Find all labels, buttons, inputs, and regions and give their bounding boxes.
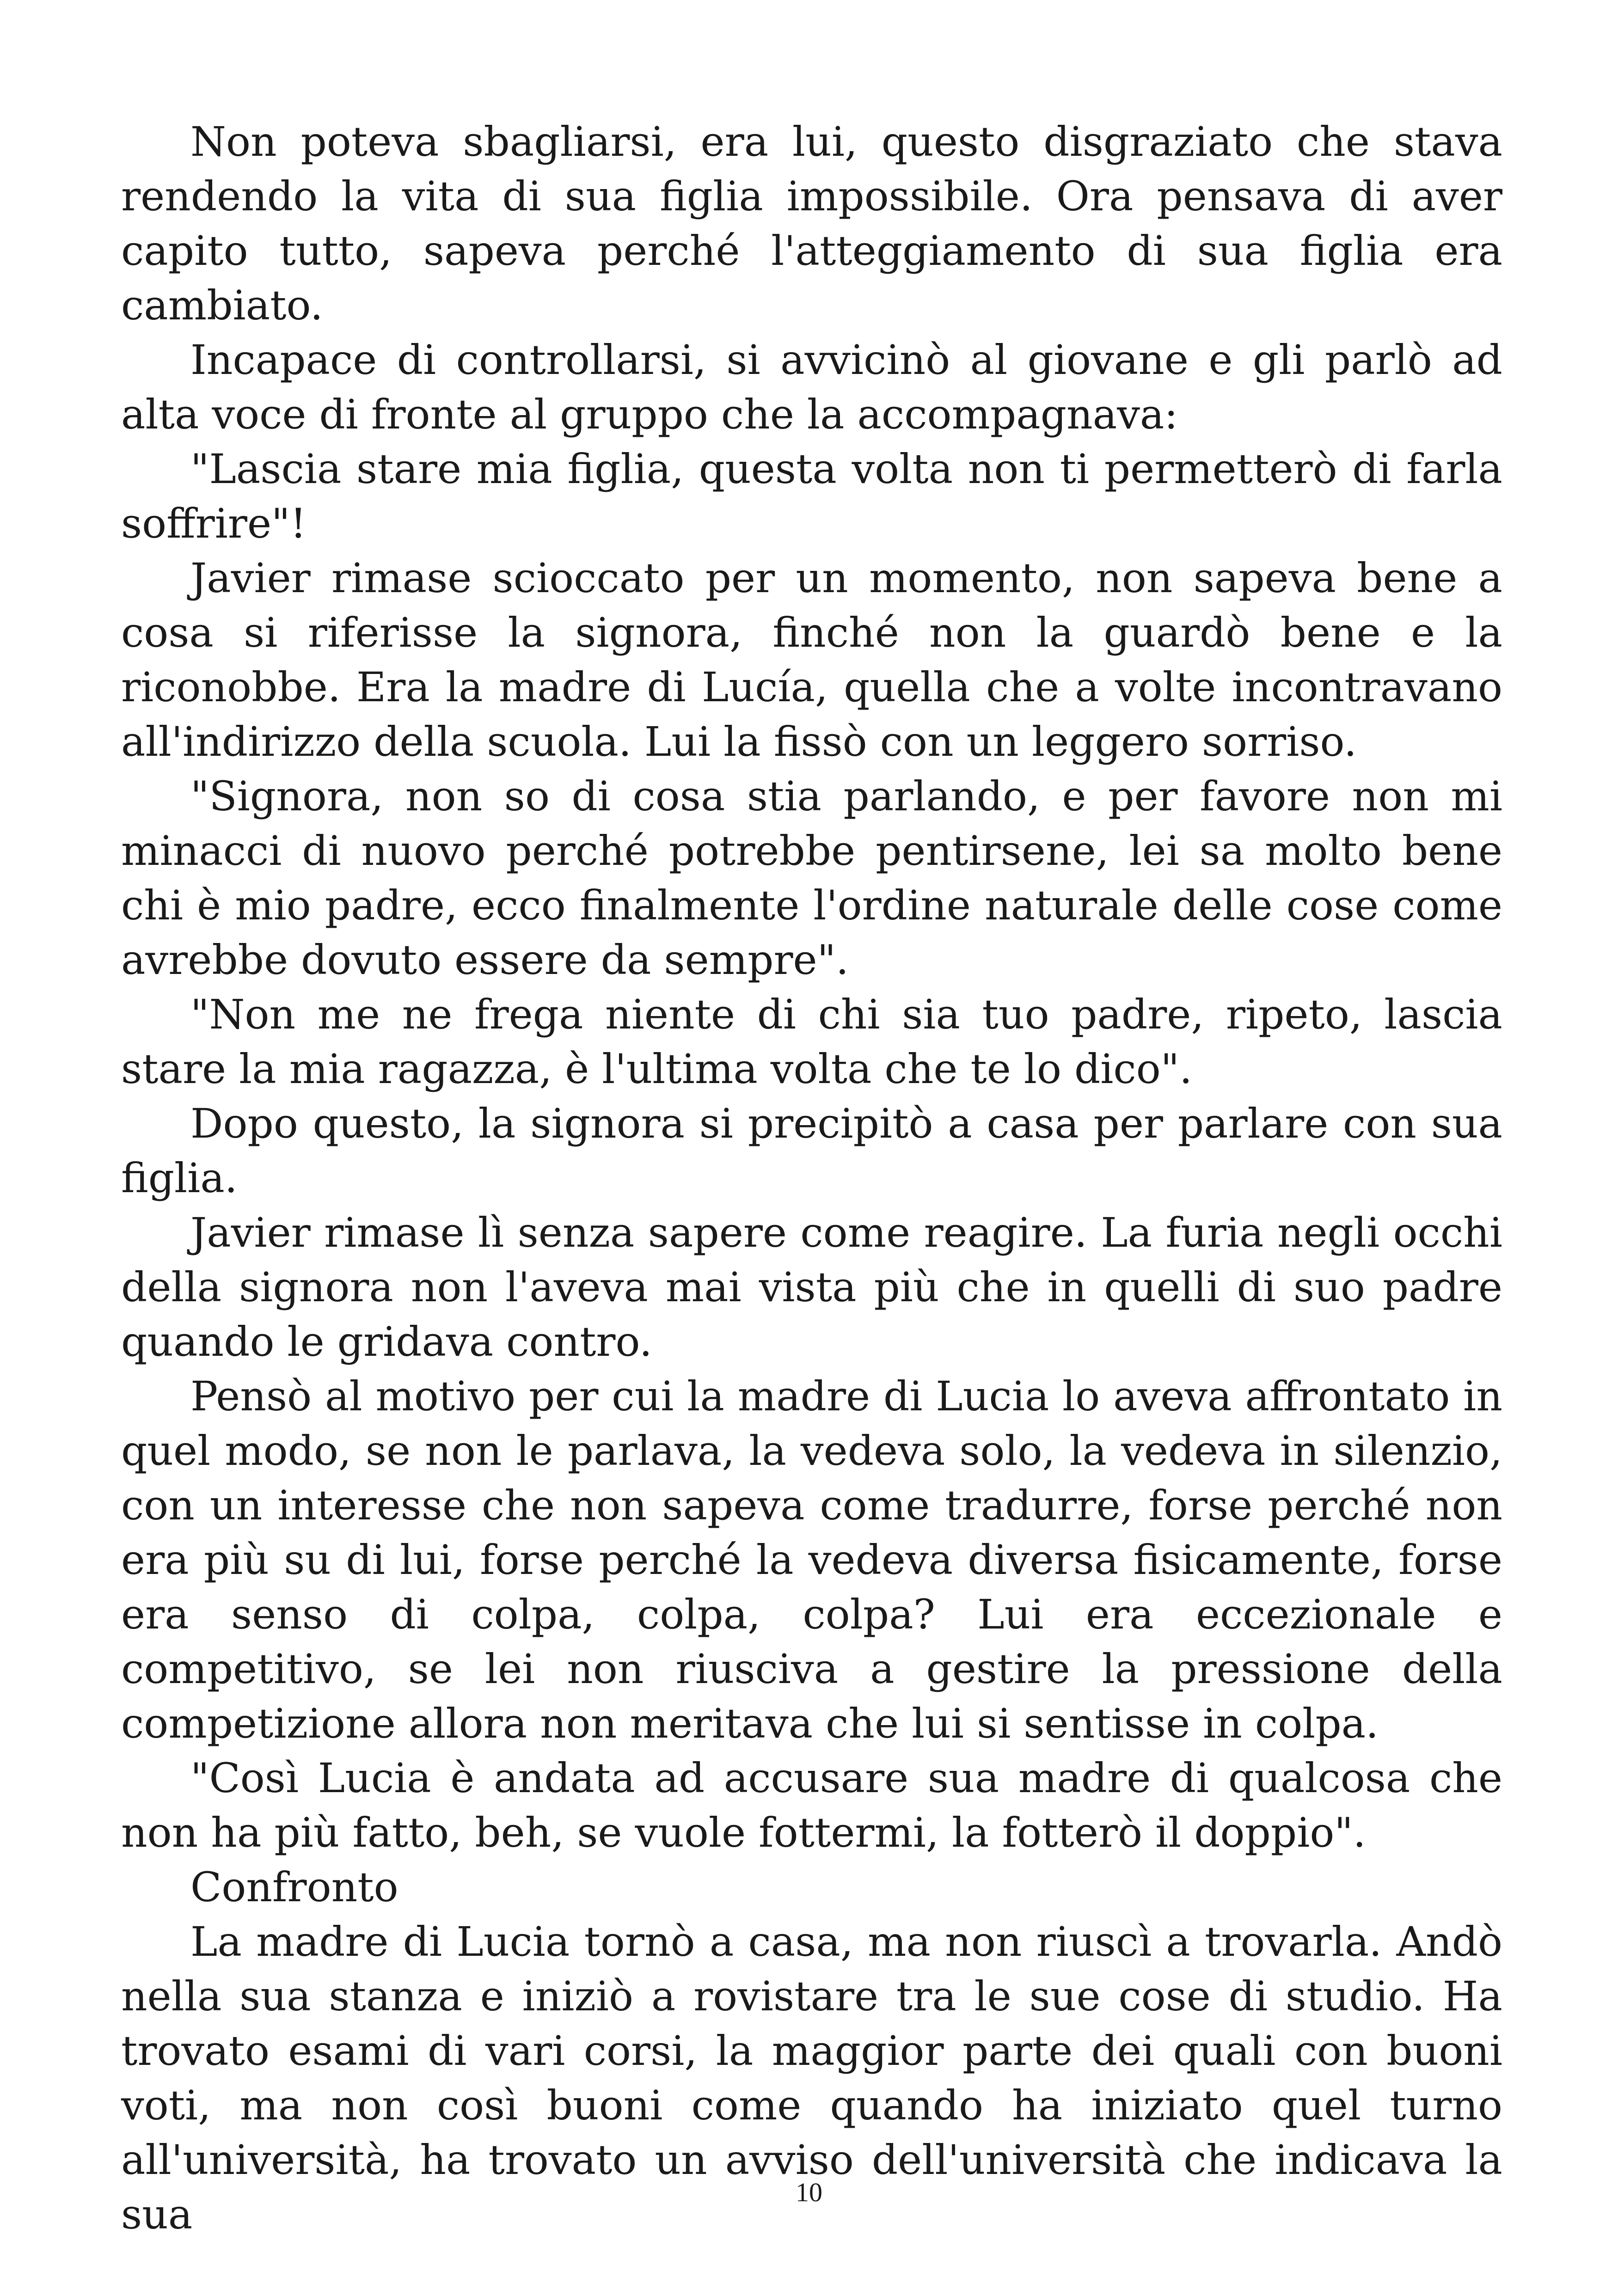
section-heading: Confronto [190, 1863, 398, 1911]
paragraph: "Lascia stare mia figlia, questa volta non ti permetterò di farla soffrire"! [121, 445, 1502, 547]
paragraph: "Signora, non so di cosa stia parlando, e per favore non mi minacci di nuovo perché potrebbe pentirsene, lei sa molto bene chi è mio padre, ecco finalmente l'ordine naturale delle cose come avrebbe dovuto essere da sempre". [121, 772, 1502, 984]
page-body [121, 115, 1502, 2242]
page-number: 10 [796, 2177, 822, 2207]
paragraph: Pensò al motivo per cui la madre di Lucia lo aveva affrontato in quel modo, se non le parlava, la vedeva solo, la vedeva in silenzio, con un interesse che non sapeva come tradurre, forse perché non era più su di lui, forse perché la vedeva diversa fisicamente, forse era senso di colpa, colpa, colpa? Lui era eccezionale e competitivo, se lei non riusciva a gestire la pressione della competizione allora non meritava che lui si sentisse in colpa. [121, 1372, 1502, 1747]
paragraph: Dopo questo, la signora si precipitò a casa per parlare con sua figlia. [121, 1100, 1502, 1202]
paragraph: "Non me ne frega niente di chi sia tuo padre, ripeto, lascia stare la mia ragazza, è l'ultima volta che te lo dico". [121, 991, 1502, 1093]
paragraph: "Così Lucia è andata ad accusare sua madre di qualcosa che non ha più fatto, beh, se vuole fottermi, la fotterò il doppio". [121, 1754, 1502, 1856]
paragraph: Incapace di controllarsi, si avvicinò al giovane e gli parlò ad alta voce di fronte al gruppo che la accompagnava: [121, 336, 1502, 438]
paragraph: Javier rimase lì senza sapere come reagire. La furia negli occhi della signora non l'aveva mai vista più che in quelli di suo padre quando le gridava contro. [121, 1209, 1502, 1365]
paragraph: La madre di Lucia tornò a casa, ma non riuscì a trovarla. Andò nella sua stanza e iniziò a rovistare tra le sue cose di studio. Ha trovato esami di vari corsi, la maggior parte dei quali con buoni voti, ma non così buoni come quando ha iniziato quel turno all'università, ha trovato un avviso dell'università che indicava la sua [121, 1918, 1502, 2238]
paragraph: Javier rimase scioccato per un momento, non sapeva bene a cosa si riferisse la signora, finché non la guardò bene e la riconobbe. Era la madre di Lucía, quella che a volte incontravano all'indirizzo della scuola. Lui la fissò con un leggero sorriso. [121, 554, 1502, 765]
paragraph: Non poteva sbagliarsi, era lui, questo disgraziato che stava rendendo la vita di sua figlia impossibile. Ora pensava di aver capito tutto, sapeva perché l'atteggiamento di sua figlia era cambiato. [121, 118, 1502, 329]
